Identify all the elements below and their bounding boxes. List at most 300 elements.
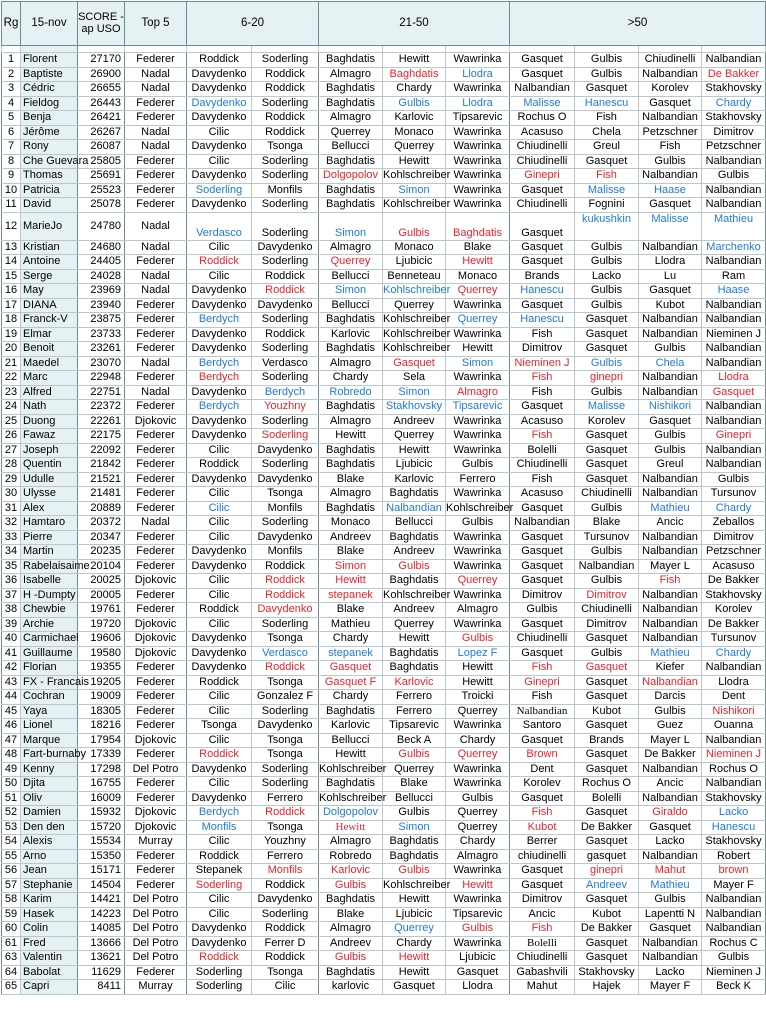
- pick-6-20-b-cell[interactable]: Roddick: [252, 82, 319, 97]
- rank-cell[interactable]: 6: [2, 125, 21, 140]
- pick-over-50-b-cell[interactable]: Gasquet: [575, 313, 639, 328]
- top5-cell[interactable]: Federer: [125, 255, 187, 270]
- pick-over-50-a-cell[interactable]: Nalbandian: [510, 704, 575, 719]
- pick-over-50-c-cell[interactable]: Nalbandian: [639, 791, 702, 806]
- pick-over-50-c-cell[interactable]: Greul: [639, 458, 702, 473]
- pick-6-20-b-cell[interactable]: Roddick: [252, 574, 319, 589]
- pick-6-20-b-cell[interactable]: Tsonga: [252, 487, 319, 502]
- pick-6-20-b-cell[interactable]: Davydenko: [252, 719, 319, 734]
- pick-6-20-b-cell[interactable]: Tsonga: [252, 632, 319, 647]
- top5-cell[interactable]: Federer: [125, 183, 187, 198]
- pick-over-50-c-cell[interactable]: Nalbandian: [639, 936, 702, 951]
- pick-21-50-b-cell[interactable]: Andreev: [383, 545, 446, 560]
- pick-21-50-b-cell[interactable]: Querrey: [383, 762, 446, 777]
- pick-over-50-d-cell[interactable]: Petzschner: [702, 545, 766, 560]
- top5-cell[interactable]: Federer: [125, 472, 187, 487]
- pick-over-50-b-cell[interactable]: Greul: [575, 140, 639, 155]
- top5-cell[interactable]: Murray: [125, 980, 187, 995]
- pick-21-50-b-cell[interactable]: Baghdatis: [383, 661, 446, 676]
- pick-over-50-d-cell[interactable]: Chardy: [702, 501, 766, 516]
- pick-over-50-a-cell[interactable]: Nalbandian: [510, 82, 575, 97]
- player-name-cell[interactable]: Cédric: [21, 82, 78, 97]
- score-cell[interactable]: 26443: [78, 96, 125, 111]
- pick-21-50-c-cell[interactable]: Almagro: [446, 603, 510, 618]
- pick-over-50-d-cell[interactable]: Ram: [702, 269, 766, 284]
- pick-over-50-b-cell[interactable]: Gasquet: [575, 762, 639, 777]
- score-cell[interactable]: 11629: [78, 965, 125, 980]
- pick-6-20-b-cell[interactable]: Ferrero: [252, 849, 319, 864]
- pick-21-50-b-cell[interactable]: Andreev: [383, 603, 446, 618]
- pick-over-50-b-cell[interactable]: kukushkin: [575, 212, 639, 240]
- pick-21-50-c-cell[interactable]: Gulbis: [446, 458, 510, 473]
- rank-cell[interactable]: 56: [2, 864, 21, 879]
- pick-over-50-a-cell[interactable]: Gasquet: [510, 733, 575, 748]
- top5-cell[interactable]: Nadal: [125, 82, 187, 97]
- pick-21-50-c-cell[interactable]: Almagro: [446, 385, 510, 400]
- pick-21-50-c-cell[interactable]: Chardy: [446, 733, 510, 748]
- pick-over-50-b-cell[interactable]: Fognini: [575, 198, 639, 213]
- top5-cell[interactable]: Federer: [125, 313, 187, 328]
- pick-21-50-b-cell[interactable]: Gulbis: [383, 212, 446, 240]
- pick-21-50-b-cell[interactable]: Gasquet: [383, 980, 446, 995]
- pick-21-50-a-cell[interactable]: Hewitt: [319, 429, 383, 444]
- pick-over-50-c-cell[interactable]: Gasquet: [639, 96, 702, 111]
- pick-over-50-a-cell[interactable]: Malisse: [510, 96, 575, 111]
- pick-over-50-a-cell[interactable]: Bolelli: [510, 936, 575, 951]
- pick-21-50-c-cell[interactable]: Wawrinka: [446, 414, 510, 429]
- pick-over-50-c-cell[interactable]: Nalbandian: [639, 313, 702, 328]
- pick-over-50-d-cell[interactable]: Chardy: [702, 646, 766, 661]
- pick-over-50-a-cell[interactable]: chiudinelli: [510, 849, 575, 864]
- pick-over-50-c-cell[interactable]: Petzschner: [639, 125, 702, 140]
- pick-over-50-c-cell[interactable]: Ancic: [639, 516, 702, 531]
- rank-cell[interactable]: 12: [2, 212, 21, 240]
- rank-cell[interactable]: 47: [2, 733, 21, 748]
- pick-over-50-a-cell[interactable]: Dent: [510, 762, 575, 777]
- pick-6-20-b-cell[interactable]: Roddick: [252, 951, 319, 966]
- top5-cell[interactable]: Federer: [125, 400, 187, 415]
- pick-21-50-a-cell[interactable]: Chardy: [319, 371, 383, 386]
- pick-21-50-b-cell[interactable]: Querrey: [383, 429, 446, 444]
- player-name-cell[interactable]: Nath: [21, 400, 78, 415]
- player-name-cell[interactable]: Patricia: [21, 183, 78, 198]
- pick-6-20-a-cell[interactable]: Davydenko: [187, 169, 252, 184]
- player-name-cell[interactable]: Rabelaisaime: [21, 559, 78, 574]
- pick-6-20-a-cell[interactable]: Soderling: [187, 965, 252, 980]
- pick-over-50-a-cell[interactable]: Gasquet: [510, 545, 575, 560]
- rank-cell[interactable]: 13: [2, 240, 21, 255]
- pick-over-50-c-cell[interactable]: Korolev: [639, 82, 702, 97]
- top5-cell[interactable]: Federer: [125, 545, 187, 560]
- player-name-cell[interactable]: Jérôme: [21, 125, 78, 140]
- pick-6-20-a-cell[interactable]: Davydenko: [187, 96, 252, 111]
- pick-over-50-c-cell[interactable]: Nalbandian: [639, 472, 702, 487]
- rank-cell[interactable]: 65: [2, 980, 21, 995]
- player-name-cell[interactable]: Quentin: [21, 458, 78, 473]
- pick-over-50-b-cell[interactable]: ginepri: [575, 864, 639, 879]
- pick-21-50-a-cell[interactable]: Kohlschreiber: [319, 762, 387, 775]
- pick-21-50-b-cell[interactable]: Querrey: [383, 922, 446, 937]
- pick-21-50-b-cell[interactable]: Baghdatis: [383, 487, 446, 502]
- pick-over-50-b-cell[interactable]: Dimitrov: [575, 588, 639, 603]
- pick-21-50-b-cell[interactable]: Simon: [383, 183, 446, 198]
- pick-over-50-a-cell[interactable]: Gasquet: [510, 400, 575, 415]
- pick-21-50-a-cell[interactable]: Karlovic: [319, 719, 383, 734]
- pick-over-50-c-cell[interactable]: Nalbandian: [639, 111, 702, 126]
- pick-21-50-a-cell[interactable]: Baghdatis: [319, 96, 383, 111]
- pick-over-50-d-cell[interactable]: Gulbis: [702, 951, 766, 966]
- score-cell[interactable]: 23070: [78, 356, 125, 371]
- pick-over-50-a-cell[interactable]: Gulbis: [510, 603, 575, 618]
- pick-21-50-a-cell[interactable]: Baghdatis: [319, 400, 383, 415]
- pick-over-50-d-cell[interactable]: Nalbandian: [702, 400, 766, 415]
- rank-cell[interactable]: 10: [2, 183, 21, 198]
- pick-over-50-d-cell[interactable]: Stakhovsky: [702, 82, 766, 97]
- player-name-cell[interactable]: MarieJo: [21, 212, 78, 240]
- header-6-20[interactable]: 6-20: [187, 2, 319, 46]
- pick-21-50-c-cell[interactable]: Wawrinka: [446, 545, 510, 560]
- pick-over-50-b-cell[interactable]: Malisse: [575, 183, 639, 198]
- pick-21-50-b-cell[interactable]: Karlovic: [383, 472, 446, 487]
- pick-over-50-c-cell[interactable]: Gasquet: [639, 284, 702, 299]
- player-name-cell[interactable]: Udulle: [21, 472, 78, 487]
- pick-21-50-a-cell[interactable]: Almagro: [319, 356, 383, 371]
- pick-over-50-b-cell[interactable]: Stakhovsky: [575, 965, 639, 980]
- pick-6-20-a-cell[interactable]: Berdych: [187, 356, 252, 371]
- score-cell[interactable]: 22751: [78, 385, 125, 400]
- pick-6-20-b-cell[interactable]: Davydenko: [252, 603, 319, 618]
- pick-21-50-a-cell[interactable]: Robredo: [319, 849, 383, 864]
- top5-cell[interactable]: Federer: [125, 791, 187, 806]
- rank-cell[interactable]: 22: [2, 371, 21, 386]
- pick-over-50-b-cell[interactable]: Fish: [575, 111, 639, 126]
- top5-cell[interactable]: Nadal: [125, 140, 187, 155]
- pick-over-50-a-cell[interactable]: Fish: [510, 922, 575, 937]
- player-name-cell[interactable]: Ulysse: [21, 487, 78, 502]
- pick-21-50-a-cell[interactable]: Robredo: [319, 385, 383, 400]
- pick-over-50-d-cell[interactable]: Stakhovsky: [702, 791, 766, 806]
- pick-21-50-c-cell[interactable]: Querrey: [446, 806, 510, 821]
- rank-cell[interactable]: 32: [2, 516, 21, 531]
- pick-over-50-c-cell[interactable]: Haase: [639, 183, 702, 198]
- pick-6-20-b-cell[interactable]: Soderling: [252, 907, 319, 922]
- pick-21-50-a-cell[interactable]: Kohlschreiber: [319, 791, 387, 804]
- pick-21-50-a-cell[interactable]: Blake: [319, 472, 383, 487]
- pick-21-50-c-cell[interactable]: Wawrinka: [446, 588, 510, 603]
- pick-6-20-a-cell[interactable]: Roddick: [187, 53, 252, 68]
- pick-over-50-c-cell[interactable]: Nalbandian: [639, 385, 702, 400]
- pick-over-50-b-cell[interactable]: Malisse: [575, 400, 639, 415]
- pick-21-50-b-cell[interactable]: Baghdatis: [383, 849, 446, 864]
- pick-over-50-d-cell[interactable]: Chardy: [702, 96, 766, 111]
- top5-cell[interactable]: Federer: [125, 501, 187, 516]
- pick-21-50-a-cell[interactable]: Bellucci: [319, 140, 383, 155]
- pick-over-50-c-cell[interactable]: Gasquet: [639, 198, 702, 213]
- pick-over-50-d-cell[interactable]: Nalbandian: [702, 342, 766, 357]
- pick-21-50-a-cell[interactable]: Hewitt: [319, 820, 383, 835]
- pick-over-50-b-cell[interactable]: Gulbis: [575, 53, 639, 68]
- player-name-cell[interactable]: Karim: [21, 893, 78, 908]
- pick-6-20-a-cell[interactable]: Davydenko: [187, 140, 252, 155]
- player-name-cell[interactable]: Hamtaro: [21, 516, 78, 531]
- player-name-cell[interactable]: Serge: [21, 269, 78, 284]
- player-name-cell[interactable]: Baptiste: [21, 67, 78, 82]
- pick-over-50-a-cell[interactable]: Ginepri: [510, 675, 575, 690]
- pick-21-50-a-cell[interactable]: Baghdatis: [319, 82, 383, 97]
- player-name-cell[interactable]: H -Dumpty: [21, 588, 78, 603]
- pick-21-50-c-cell[interactable]: Simon: [446, 356, 510, 371]
- rank-cell[interactable]: 31: [2, 501, 21, 516]
- score-cell[interactable]: 26267: [78, 125, 125, 140]
- pick-over-50-c-cell[interactable]: Ancic: [639, 777, 702, 792]
- pick-6-20-b-cell[interactable]: Youzhny: [252, 400, 319, 415]
- rank-cell[interactable]: 46: [2, 719, 21, 734]
- pick-21-50-a-cell[interactable]: Dolgopolov: [319, 806, 383, 821]
- header-score[interactable]: SCORE - ap USO: [78, 2, 125, 46]
- pick-over-50-d-cell[interactable]: Nalbandian: [702, 198, 766, 213]
- pick-over-50-c-cell[interactable]: Fish: [639, 574, 702, 589]
- player-name-cell[interactable]: Martin: [21, 545, 78, 560]
- pick-6-20-b-cell[interactable]: Davydenko: [252, 893, 319, 908]
- player-name-cell[interactable]: Elmar: [21, 327, 78, 342]
- pick-over-50-d-cell[interactable]: Nalbandian: [702, 443, 766, 458]
- pick-over-50-d-cell[interactable]: Ginepri: [702, 429, 766, 444]
- pick-6-20-a-cell[interactable]: Davydenko: [187, 791, 252, 806]
- pick-21-50-b-cell[interactable]: Kohlschreiber: [383, 342, 451, 355]
- rank-cell[interactable]: 50: [2, 777, 21, 792]
- top5-cell[interactable]: Nadal: [125, 516, 187, 531]
- pick-over-50-b-cell[interactable]: Nalbandian: [575, 559, 639, 574]
- pick-over-50-b-cell[interactable]: Gasquet: [575, 472, 639, 487]
- top5-cell[interactable]: Federer: [125, 96, 187, 111]
- pick-over-50-b-cell[interactable]: Gasquet: [575, 82, 639, 97]
- pick-21-50-b-cell[interactable]: Kohlschreiber: [383, 313, 451, 326]
- pick-6-20-a-cell[interactable]: Davydenko: [187, 298, 252, 313]
- pick-21-50-b-cell[interactable]: Kohlschreiber: [383, 169, 451, 182]
- pick-6-20-a-cell[interactable]: Davydenko: [187, 429, 252, 444]
- pick-over-50-a-cell[interactable]: Fish: [510, 806, 575, 821]
- pick-over-50-d-cell[interactable]: Nishikori: [702, 704, 766, 719]
- pick-21-50-c-cell[interactable]: Llodra: [446, 67, 510, 82]
- pick-over-50-a-cell[interactable]: Chiudinelli: [510, 632, 575, 647]
- pick-6-20-b-cell[interactable]: Monfils: [252, 864, 319, 879]
- score-cell[interactable]: 25523: [78, 183, 125, 198]
- player-name-cell[interactable]: Lionel: [21, 719, 78, 734]
- pick-21-50-b-cell[interactable]: Monaco: [383, 240, 446, 255]
- pick-21-50-c-cell[interactable]: Ferrero: [446, 472, 510, 487]
- pick-over-50-b-cell[interactable]: Chiudinelli: [575, 603, 639, 618]
- rank-cell[interactable]: 58: [2, 893, 21, 908]
- pick-over-50-b-cell[interactable]: Gasquet: [575, 632, 639, 647]
- pick-over-50-a-cell[interactable]: Chiudinelli: [510, 198, 575, 213]
- top5-cell[interactable]: Nadal: [125, 356, 187, 371]
- rank-cell[interactable]: 19: [2, 327, 21, 342]
- pick-21-50-b-cell[interactable]: Blake: [383, 777, 446, 792]
- score-cell[interactable]: 25805: [78, 154, 125, 169]
- pick-21-50-a-cell[interactable]: Chardy: [319, 632, 383, 647]
- pick-over-50-b-cell[interactable]: Lacko: [575, 269, 639, 284]
- pick-21-50-b-cell[interactable]: Hewitt: [383, 965, 446, 980]
- pick-over-50-a-cell[interactable]: Santoro: [510, 719, 575, 734]
- pick-6-20-b-cell[interactable]: Soderling: [252, 458, 319, 473]
- pick-6-20-b-cell[interactable]: Soderling: [252, 777, 319, 792]
- pick-over-50-b-cell[interactable]: Gasquet: [575, 327, 639, 342]
- pick-6-20-a-cell[interactable]: Cilic: [187, 240, 252, 255]
- top5-cell[interactable]: Federer: [125, 878, 187, 893]
- score-cell[interactable]: 15171: [78, 864, 125, 879]
- pick-over-50-a-cell[interactable]: Chiudinelli: [510, 951, 575, 966]
- pick-6-20-a-cell[interactable]: Davydenko: [187, 545, 252, 560]
- pick-21-50-c-cell[interactable]: Querrey: [446, 313, 510, 328]
- top5-cell[interactable]: Federer: [125, 487, 187, 502]
- top5-cell[interactable]: Nadal: [125, 67, 187, 82]
- rank-cell[interactable]: 23: [2, 385, 21, 400]
- rank-cell[interactable]: 14: [2, 255, 21, 270]
- pick-over-50-c-cell[interactable]: Gasquet: [639, 922, 702, 937]
- pick-21-50-b-cell[interactable]: Andreev: [383, 414, 446, 429]
- pick-6-20-a-cell[interactable]: Berdych: [187, 400, 252, 415]
- pick-over-50-b-cell[interactable]: Gasquet: [575, 661, 639, 676]
- pick-over-50-c-cell[interactable]: Fish: [639, 140, 702, 155]
- pick-over-50-b-cell[interactable]: Blake: [575, 516, 639, 531]
- player-name-cell[interactable]: Chewbie: [21, 603, 78, 618]
- top5-cell[interactable]: Nadal: [125, 125, 187, 140]
- rank-cell[interactable]: 43: [2, 675, 21, 690]
- top5-cell[interactable]: Federer: [125, 429, 187, 444]
- pick-over-50-d-cell[interactable]: Llodra: [702, 371, 766, 386]
- pick-over-50-a-cell[interactable]: Fish: [510, 429, 575, 444]
- score-cell[interactable]: 23875: [78, 313, 125, 328]
- pick-over-50-a-cell[interactable]: Korolev: [510, 777, 575, 792]
- pick-over-50-c-cell[interactable]: Nalbandian: [639, 240, 702, 255]
- pick-6-20-a-cell[interactable]: Cilic: [187, 487, 252, 502]
- pick-21-50-b-cell[interactable]: Bellucci: [383, 791, 446, 806]
- pick-over-50-d-cell[interactable]: Mayer F: [702, 878, 766, 893]
- pick-over-50-b-cell[interactable]: Rochus O: [575, 777, 639, 792]
- player-name-cell[interactable]: Archie: [21, 617, 78, 632]
- rank-cell[interactable]: 38: [2, 603, 21, 618]
- rank-cell[interactable]: 36: [2, 574, 21, 589]
- player-name-cell[interactable]: Hasek: [21, 907, 78, 922]
- pick-over-50-a-cell[interactable]: Gasquet: [510, 501, 575, 516]
- pick-21-50-a-cell[interactable]: Almagro: [319, 240, 383, 255]
- pick-over-50-b-cell[interactable]: Dimitrov: [575, 617, 639, 632]
- pick-6-20-a-cell[interactable]: Stepanek: [187, 864, 252, 879]
- pick-over-50-a-cell[interactable]: Ancic: [510, 907, 575, 922]
- rank-cell[interactable]: 64: [2, 965, 21, 980]
- pick-over-50-d-cell[interactable]: Nalbandian: [702, 154, 766, 169]
- pick-over-50-a-cell[interactable]: Chiudinelli: [510, 458, 575, 473]
- player-name-cell[interactable]: Benja: [21, 111, 78, 126]
- rank-cell[interactable]: 63: [2, 951, 21, 966]
- top5-cell[interactable]: Federer: [125, 458, 187, 473]
- pick-6-20-a-cell[interactable]: Berdych: [187, 313, 252, 328]
- pick-21-50-a-cell[interactable]: Gasquet F: [319, 675, 383, 690]
- score-cell[interactable]: 25078: [78, 198, 125, 213]
- pick-21-50-a-cell[interactable]: Andreev: [319, 936, 383, 951]
- player-name-cell[interactable]: Fred: [21, 936, 78, 951]
- pick-over-50-b-cell[interactable]: Gasquet: [575, 458, 639, 473]
- pick-21-50-b-cell[interactable]: Monaco: [383, 125, 446, 140]
- top5-cell[interactable]: Federer: [125, 864, 187, 879]
- score-cell[interactable]: 23261: [78, 342, 125, 357]
- rank-cell[interactable]: 53: [2, 820, 21, 835]
- pick-over-50-a-cell[interactable]: Bolelli: [510, 443, 575, 458]
- pick-21-50-c-cell[interactable]: Wawrinka: [446, 198, 510, 213]
- top5-cell[interactable]: Federer: [125, 777, 187, 792]
- pick-over-50-d-cell[interactable]: Hanescu: [702, 820, 766, 835]
- pick-6-20-b-cell[interactable]: Davydenko: [252, 472, 319, 487]
- pick-over-50-d-cell[interactable]: Nalbandian: [702, 922, 766, 937]
- player-name-cell[interactable]: Thomas: [21, 169, 78, 184]
- pick-21-50-c-cell[interactable]: Wawrinka: [446, 183, 510, 198]
- pick-over-50-d-cell[interactable]: brown: [702, 864, 766, 879]
- player-name-cell[interactable]: Jean: [21, 864, 78, 879]
- score-cell[interactable]: 14085: [78, 922, 125, 937]
- rank-cell[interactable]: 49: [2, 762, 21, 777]
- pick-21-50-b-cell[interactable]: Baghdatis: [383, 574, 446, 589]
- pick-over-50-a-cell[interactable]: Rochus O: [510, 111, 575, 126]
- top5-cell[interactable]: Djokovic: [125, 733, 187, 748]
- pick-over-50-c-cell[interactable]: Gulbis: [639, 154, 702, 169]
- pick-21-50-c-cell[interactable]: Hewitt: [446, 878, 510, 893]
- score-cell[interactable]: 23940: [78, 298, 125, 313]
- top5-cell[interactable]: Federer: [125, 198, 187, 213]
- pick-over-50-c-cell[interactable]: Gasquet: [639, 414, 702, 429]
- player-name-cell[interactable]: Cochran: [21, 690, 78, 705]
- pick-6-20-b-cell[interactable]: Soderling: [252, 516, 319, 531]
- pick-6-20-a-cell[interactable]: Davydenko: [187, 198, 252, 213]
- player-name-cell[interactable]: Benoit: [21, 342, 78, 357]
- pick-21-50-b-cell[interactable]: Hewitt: [383, 632, 446, 647]
- header-21-50[interactable]: 21-50: [319, 2, 510, 46]
- pick-over-50-a-cell[interactable]: Gasquet: [510, 878, 575, 893]
- pick-over-50-b-cell[interactable]: Kubot: [575, 907, 639, 922]
- top5-cell[interactable]: Del Potro: [125, 936, 187, 951]
- rank-cell[interactable]: 35: [2, 559, 21, 574]
- rank-cell[interactable]: 39: [2, 617, 21, 632]
- score-cell[interactable]: 25691: [78, 169, 125, 184]
- top5-cell[interactable]: Murray: [125, 835, 187, 850]
- top5-cell[interactable]: Federer: [125, 748, 187, 763]
- pick-over-50-d-cell[interactable]: Ouanna: [702, 719, 766, 734]
- top5-cell[interactable]: Federer: [125, 169, 187, 184]
- rank-cell[interactable]: 16: [2, 284, 21, 299]
- pick-21-50-b-cell[interactable]: Gasquet: [383, 356, 446, 371]
- pick-over-50-d-cell[interactable]: Nalbandian: [702, 893, 766, 908]
- pick-21-50-a-cell[interactable]: Blake: [319, 907, 383, 922]
- pick-6-20-b-cell[interactable]: Soderling: [252, 212, 319, 240]
- player-name-cell[interactable]: Babolat: [21, 965, 78, 980]
- pick-over-50-a-cell[interactable]: Gasquet: [510, 559, 575, 574]
- pick-21-50-c-cell[interactable]: Hewitt: [446, 342, 510, 357]
- pick-over-50-d-cell[interactable]: Stakhovsky: [702, 835, 766, 850]
- pick-21-50-a-cell[interactable]: Baghdatis: [319, 893, 383, 908]
- pick-6-20-b-cell[interactable]: Roddick: [252, 67, 319, 82]
- pick-over-50-b-cell[interactable]: Gasquet: [575, 429, 639, 444]
- pick-over-50-b-cell[interactable]: gasquet: [575, 849, 639, 864]
- pick-over-50-a-cell[interactable]: Fish: [510, 690, 575, 705]
- pick-6-20-b-cell[interactable]: Soderling: [252, 154, 319, 169]
- pick-6-20-b-cell[interactable]: Soderling: [252, 429, 319, 444]
- pick-21-50-b-cell[interactable]: Chardy: [383, 82, 446, 97]
- pick-6-20-b-cell[interactable]: Soderling: [252, 704, 319, 719]
- top5-cell[interactable]: Djokovic: [125, 617, 187, 632]
- pick-over-50-c-cell[interactable]: Nalbandian: [639, 762, 702, 777]
- top5-cell[interactable]: Del Potro: [125, 951, 187, 966]
- pick-6-20-a-cell[interactable]: Roddick: [187, 748, 252, 763]
- pick-21-50-b-cell[interactable]: Querrey: [383, 298, 446, 313]
